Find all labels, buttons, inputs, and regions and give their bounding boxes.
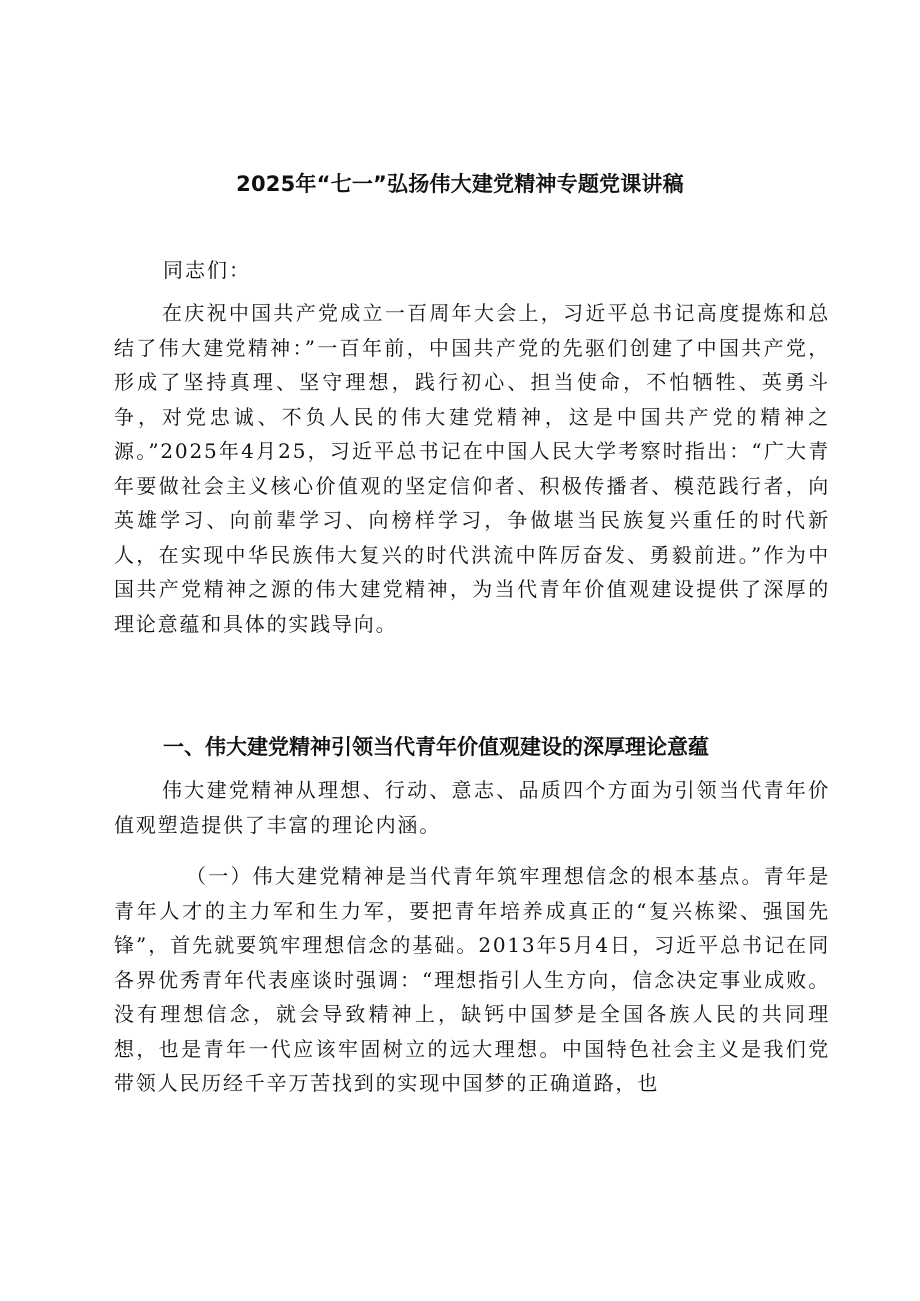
paragraph-intro: 在庆祝中国共产党成立一百周年大会上，习近平总书记高度提炼和总结了伟大建党精神：”一百年前，中国共产党的先驱们创建了中国共产党，形成了坚持真理、坚守理想，践行初心、担当使命，不怕牺牲、英勇斗争，对党忠诚、不负人民的伟大建党精神，这是中国共产党的精神之源。”2025年4月25，习近平总书记在中国人民大学考察时指出：“广大青年要做社会主义核心价值观的坚定信仰者、积极传播者、模范践行者，向英雄学习、向前辈学习、向榜样学习，争做堪当民族复兴重任的时代新人，在实现中华民族伟大复兴的时代洪流中阵厉奋发、勇毅前进。”作为中国共产党精神之源的伟大建党精神，为当代青年价值观建设提供了深厚的理论意蕴和具体的实践导向。 (114, 301, 830, 636)
paragraph-section-intro: 伟大建党精神从理想、行动、意志、品质四个方面为引领当代青年价值观塑造提供了丰富的理论内涵。 (114, 778, 830, 837)
section-heading: 一、伟大建党精神引领当代青年价值观建设的深厚理论意蕴 (163, 735, 709, 759)
greeting: 同志们： (163, 258, 251, 282)
document-title: 2025年“七一”弘扬伟大建党精神专题党课讲稿 (236, 172, 684, 196)
paragraph-subsection-one: （一）伟大建党精神是当代青年筑牢理想信念的根本基点。青年是青年人才的主力军和生力军，要把青年培养成真正的“复兴栋梁、强国先锋”，首先就要筑牢理想信念的基础。2013年5月4日，习近平总书记在同各界优秀青年代表座谈时强调：“理想指引人生方向，信念决定事业成败。没有理想信念，就会导致精神上，缺钙中国梦是全国各族人民的共同理想，也是青年一代应该牢固树立的远大理想。中国特色社会主义是我们党带领人民历经千辛万苦找到的实现中国梦的正确道路，也 (114, 864, 830, 1095)
